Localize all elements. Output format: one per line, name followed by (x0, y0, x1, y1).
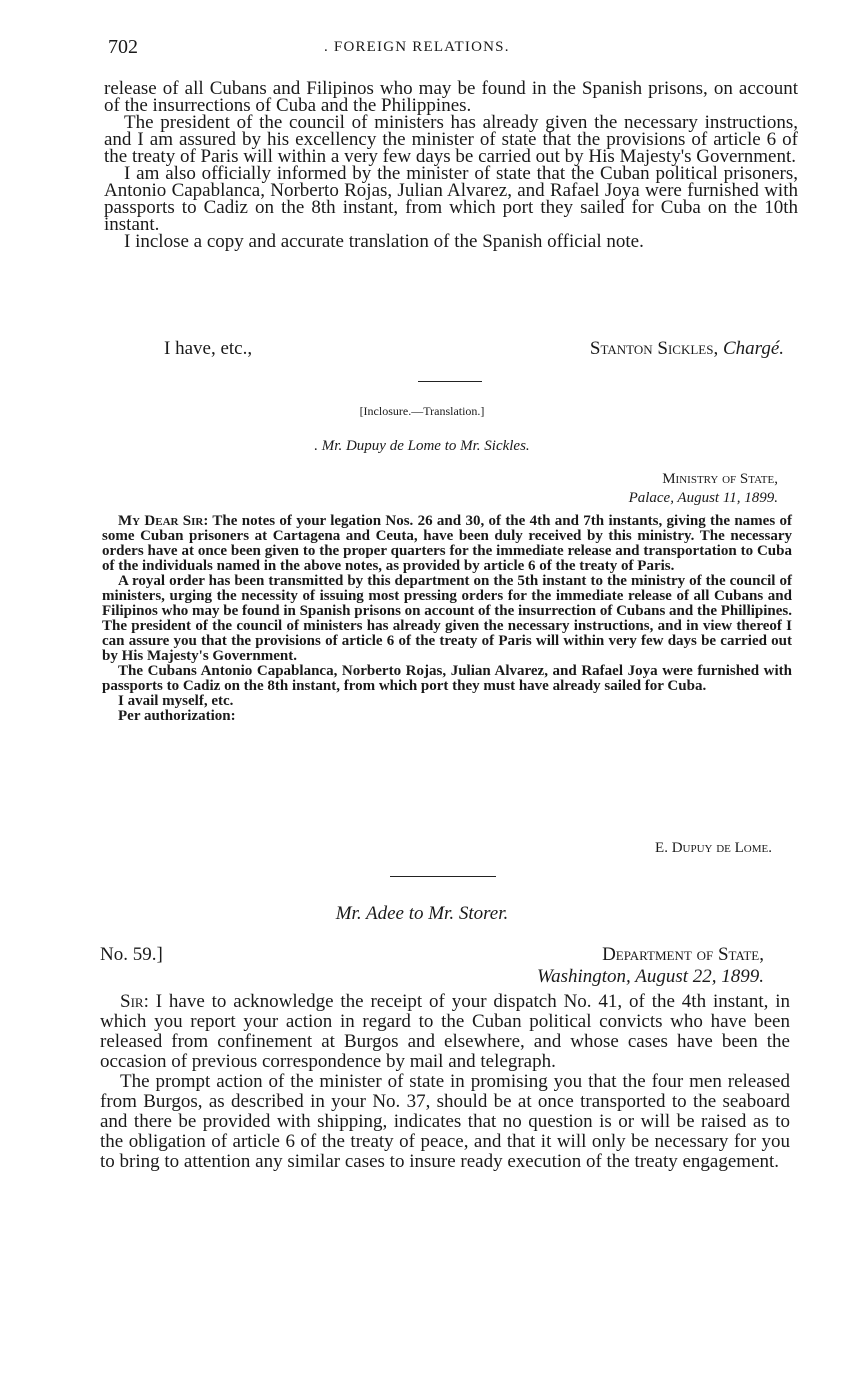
running-head: . FOREIGN RELATIONS. (324, 39, 510, 55)
paragraph (100, 992, 790, 1072)
paragraph: I inclose a copy and accurate translation of the Spanish official note. (124, 231, 644, 252)
inclosure-signature: E. Dupuy de Lome. (655, 840, 772, 856)
inclosure-heading: . Mr. Dupuy de Lome to Mr. Sickles. (314, 438, 530, 454)
document-number: No. 59.] (100, 944, 163, 965)
closing: Per authorization: (118, 708, 236, 724)
salutation: Sir: (120, 991, 149, 1012)
paragraph: The prompt action of the minister of state in promising you that the four men released from Burgos, as described in your No. 37, should be at once transported to the seaboard and there be provided with shipping, indicates that no question is or will be raised as to the obligation of article 6 of the treaty of peace, and that it will only be necessary for you to bring to attention any similar cases to insure ready execution of the treaty engagement. (100, 1071, 790, 1172)
paragraph: release of all Cubans and Filipinos who may be found in the Spanish prisons, on account of the insurrections of Cuba and the Philippines. (104, 78, 798, 116)
section-divider (390, 876, 496, 877)
inclosure-body (102, 514, 792, 724)
closing: I have, etc., (164, 338, 253, 359)
signature-name: Stanton Sickles, (589, 338, 719, 359)
letter-2-body (100, 992, 790, 1172)
paragraph: The Cubans Antonio Capablanca, Norberto Rojas, Julian Alvarez, and Rafael Joya were furnished with passports to Cadiz on the 8th instant, from which port they must have already sailed for Cuba. (102, 663, 792, 694)
date-line: Palace, August 11, 1899. (628, 490, 778, 506)
page-number: 702 (108, 36, 138, 58)
date-line: Washington, August 22, 1899. (537, 966, 764, 987)
inclosure-dateline (629, 470, 778, 508)
page-header (108, 36, 798, 60)
letter-2-heading: Mr. Adee to Mr. Storer. (335, 903, 509, 924)
paragraph-text: The notes of your legation Nos. 26 and 30, of the 4th and 7th instants, giving the names of some Cuban prisoners at Cartagena and Ceuta, have been duly received by this ministry. The necessary orders have at once been given to the proper quarters for the immediate release and transportation to Cuba of the individuals named in the above notes, as provided by article 6 of the treaty of Paris. (102, 513, 792, 574)
letter-2-dateline (537, 944, 764, 988)
paragraph: A royal order has been transmitted by this department on the 5th instant to the ministry of the council of ministers, urging the necessity of issuing most pressing orders for the immediate release of all Cubans and Filipinos who may be found in Spanish prisons on account of the insurrection of Cubans and the Phillipines. The president of the council of ministers has already given the necessary instructions, and in view thereof I can assure you that the provisions of article 6 of the treaty of Paris will within very few days be carried out by His Majesty's Government. (102, 573, 792, 664)
paragraph: The president of the council of ministers has already given the necessary instructions, and I am assured by his excellency the minister of state that the provisions of article 6 of the treaty of Paris will within a very few days be carried out by His Majesty's Government. (104, 112, 798, 167)
letter-1-signoff (104, 338, 784, 360)
salutation: My Dear Sir: (118, 513, 209, 529)
paragraph (102, 514, 792, 574)
letter-1-body (104, 80, 798, 250)
inclosure-label: [Inclosure.—Translation.] (359, 404, 485, 418)
place-line: Department of State, (602, 944, 764, 965)
section-divider (418, 381, 482, 382)
paragraph-text: I have to acknowledge the receipt of your dispatch No. 41, of the 4th instant, in which you report your action in regard to the Cuban political convicts who have been released from confinement at Burgos and elsewhere, and whose cases have been the occasion of previous correspondence by mail and telegraph. (100, 991, 791, 1072)
closing: I avail myself, etc. (118, 693, 234, 709)
place-line: Ministry of State, (662, 471, 778, 487)
paragraph: I am also officially informed by the minister of state that the Cuban political prisoners, Antonio Capablanca, Norberto Rojas, Julian Alvarez, and Rafael Joya were furnished with passports to Cadiz on the 8th instant, from which port they sailed for Cuba on the 10th instant. (104, 163, 798, 235)
signature-title: Chargé. (722, 338, 784, 359)
signature (590, 338, 784, 360)
